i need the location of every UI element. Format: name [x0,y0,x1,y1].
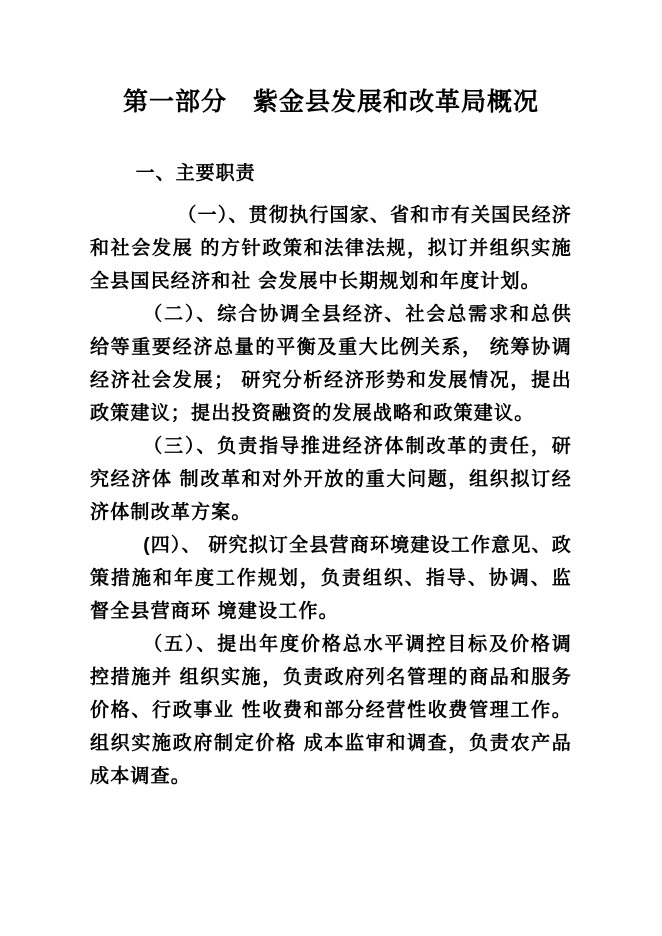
paragraph: （二）、综合协调全县经济、社会总需求和总供给等重要经济总量的平衡及重大比例关系， 统筹协调经济社会发展； 研究分析经济形势和发展情况，提出政策建议；提出投资融资的发展战略和政策建议。 [90,303,572,424]
section-heading: 一、主要职责 [135,162,256,184]
paragraph: （五）、提出年度价格总水平调控目标及价格调控措施并 组织实施，负责政府列名管理的商品和服务价格、行政事业 性收费和部分经营性收费管理工作。组织实施政府制定价格 成本监审和调查，负责农产品成本调查。 [90,633,572,787]
paragraph-list [90,199,572,793]
paragraph: （三）、负责指导推进经济体制改革的责任，研究经济体 制改革和对外开放的重大问题，组织拟订经济体制改革方案。 [90,435,572,523]
paragraph: (四）、 研究拟订全县营商环境建设工作意见、政策措施和年度工作规划，负责组织、指导、协调、监督全县营商环 境建设工作。 [90,534,572,622]
document-title: 第一部分 紫金县发展和改革局概况 [122,88,539,116]
paragraph: （一）、贯彻执行国家、省和市有关国民经济和社会发展 的方针政策和法律法规，拟订并组织实施全县国民经济和社 会发展中长期规划和年度计划。 [90,204,572,292]
